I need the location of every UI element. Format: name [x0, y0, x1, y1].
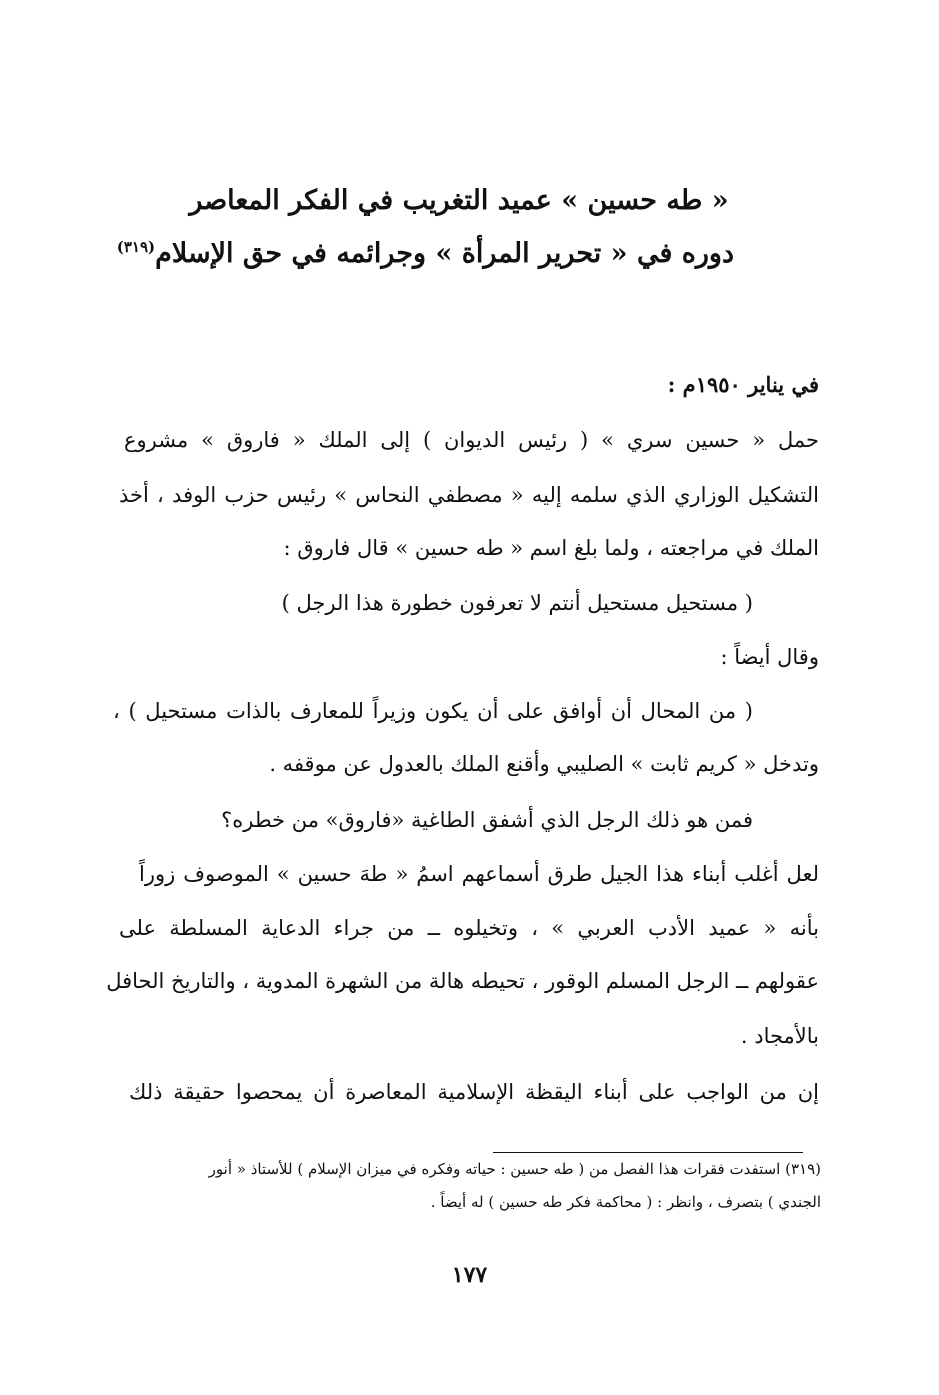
- footnote-separator: [493, 1152, 803, 1153]
- body-line-11: إن من الواجب على أبناء اليقظة الإسلامية المعاصرة أن يمحصوا حقيقة ذلك: [129, 1080, 819, 1104]
- quote-1: ( مستحيل مستحيل أنتم لا تعرفون خطورة هذا الرجل ): [281, 591, 753, 615]
- quote-2: ( من المحال أن أوافق على أن يكون وزيراً للمعارف بالذات مستحيل ) ،: [113, 699, 753, 723]
- body-line-1: حمل « حسين سري » ( رئيس الديوان ) إلى الملك « فاروق » مشروع: [124, 428, 819, 452]
- footnote-line-1: (٣١٩) استفدت فقرات هذا الفصل من ( طه حسين : حياته وفكره في ميزان الإسلام ) للأستاذ « أنور: [208, 1160, 821, 1178]
- body-line-5: وتدخل « كريم ثابت » الصليبي وأقنع الملك بالعدول عن موقفه .: [269, 752, 819, 776]
- footnote-line-2: الجندي ) بتصرف ، وانظر : ( محاكمة فكر طه حسين ) له أيضاً .: [430, 1193, 821, 1211]
- chapter-subtitle-text: دوره في « تحرير المرأة » وجرائمه في حق الإسلام: [155, 238, 734, 269]
- footnote-reference: (٣١٩): [116, 238, 156, 256]
- body-line-9: عقولهم ــ الرجل المسلم الوقور ، تحيطه هالة من الشهرة المدوية ، والتاريخ الحافل: [106, 969, 819, 993]
- body-line-8: بأنه « عميد الأدب العربي » ، وتخيلوه ــ من جراء الدعاية المسلطة على: [119, 916, 819, 940]
- date-heading: في يناير ١٩٥٠م :: [667, 372, 819, 397]
- chapter-title: « طه حسين » عميد التغريب في الفكر المعاصر: [189, 185, 729, 216]
- body-line-6: فمن هو ذلك الرجل الذي أشفق الطاغية «فاروق» من خطره؟: [221, 808, 753, 832]
- chapter-subtitle: [116, 238, 734, 269]
- page-number: ١٧٧: [451, 1262, 488, 1288]
- body-line-7: لعل أغلب أبناء هذا الجيل طرق أسماعهم اسمُ « طهَ حسين » الموصوف زوراً: [139, 862, 819, 886]
- body-line-3: الملك في مراجعته ، ولما بلغ اسم « طه حسين » قال فاروق :: [283, 536, 819, 560]
- body-line-2: التشكيل الوزاري الذي سلمه إليه « مصطفي النحاس » رئيس حزب الوفد ، أخذ: [119, 483, 819, 507]
- body-line-10: بالأمجاد .: [740, 1024, 819, 1048]
- body-line-4: وقال أيضاً :: [720, 645, 819, 669]
